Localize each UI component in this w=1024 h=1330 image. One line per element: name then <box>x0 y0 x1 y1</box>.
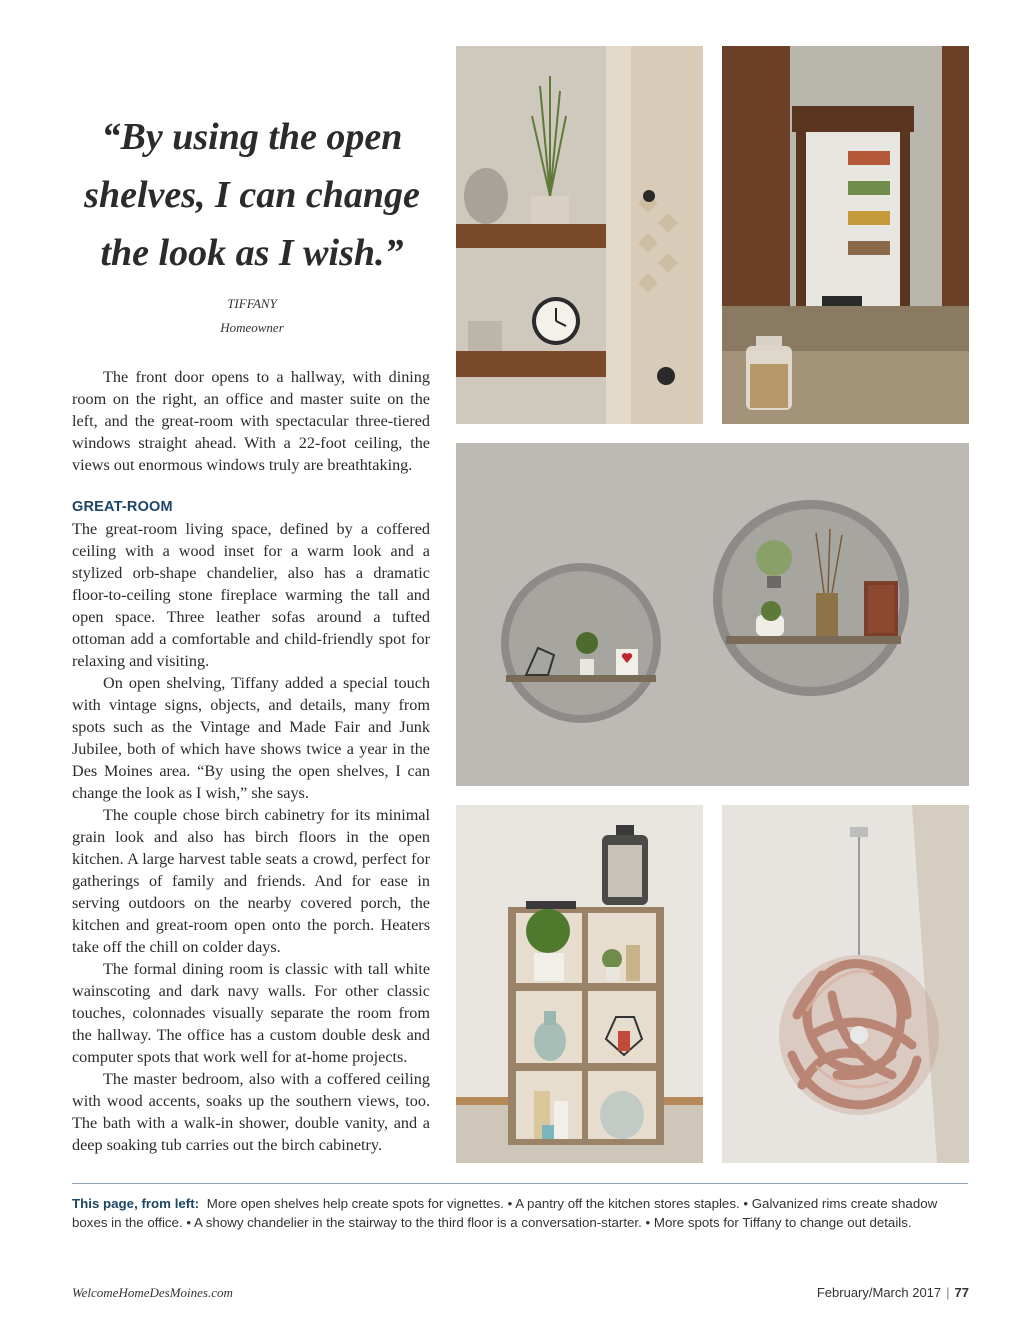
article-paragraph: The master bedroom, also with a coffered ceiling with wood accents, soaks up the southern views, too. The bath with a walk-in shower, double vanity, and a deep soaking tub carries out the birch cabinetry. <box>72 1070 430 1154</box>
footer-folio <box>817 1285 969 1300</box>
article-paragraph: On open shelving, Tiffany added a special touch with vintage signs, objects, and details, many from spots such as the Vintage and Made Fair and Junk Jubilee, both of which have shows twice a year in the Des Moines area. “By using the open shelves, I can change the look as I wish,” she says. <box>72 674 430 802</box>
caption-lead: This page, from left: <box>72 1196 200 1211</box>
quote-attribution-role: Homeowner <box>220 320 284 335</box>
footer-separator: | <box>946 1285 950 1300</box>
page-number: 77 <box>954 1285 969 1300</box>
photo-caption <box>72 1194 968 1232</box>
footer-issue: February/March 2017 <box>816 1285 942 1300</box>
photo-crate-shelves <box>456 805 703 1163</box>
quote-attribution-name: TIFFANY <box>227 296 277 311</box>
article-paragraph: The front door opens to a hallway, with dining room on the right, an office and master suite on the left, and the great-room with spectacular three-tiered windows straight ahead. With a 22-foot ceiling, the views out enormous windows truly are breathtaking. <box>72 368 430 474</box>
pull-quote <box>72 108 432 282</box>
article-paragraph: The great-room living space, defined by a coffered ceiling with a wood inset for a warm look and a stylized orb-shape chandelier, also has a dramatic floor-to-ceiling stone fireplace warming the tall and open space. Three leather sofas around a tufted ottoman add a comfortable and child-friendly spot for relaxing and visiting. <box>72 520 430 670</box>
section-heading: GREAT-ROOM <box>72 499 173 515</box>
pull-quote-line: shelves, I can change <box>84 174 420 216</box>
photo-open-shelves <box>456 46 703 424</box>
article-paragraph: The formal dining room is classic with tall white wainscoting and dark navy walls. For other classic touches, colonnades visually separate the room from the hallway. The office has a custom double desk and computer spots that work well for at-home projects. <box>72 960 430 1066</box>
photo-chandelier <box>722 805 969 1163</box>
photo-galvanized-rims <box>456 443 969 786</box>
article-paragraph: The couple chose birch cabinetry for its minimal grain look and also has birch floors in the open kitchen. A large harvest table seats a crowd, perfect for gatherings of family and friends. And for ease in serving outdoors on the nearby covered porch, the kitchen and great-room open onto the porch. Heaters take off the chill on colder days. <box>72 806 430 956</box>
caption-divider <box>72 1183 968 1184</box>
pull-quote-line: “By using the open <box>101 116 403 158</box>
footer-website: WelcomeHomeDesMoines.com <box>72 1285 233 1300</box>
pull-quote-line: the look as I wish.” <box>100 232 404 274</box>
caption-text: More open shelves help create spots for vignettes. • A pantry off the kitchen stores staples. • Galvanized rims create shadow boxes in the office. • A showy chandelier in the stairway to the third floor is a conversation-starter. • More spots for Tiffany to change out details. <box>72 1196 938 1230</box>
photo-kitchen-pantry <box>722 46 969 424</box>
article-body <box>72 366 430 1156</box>
